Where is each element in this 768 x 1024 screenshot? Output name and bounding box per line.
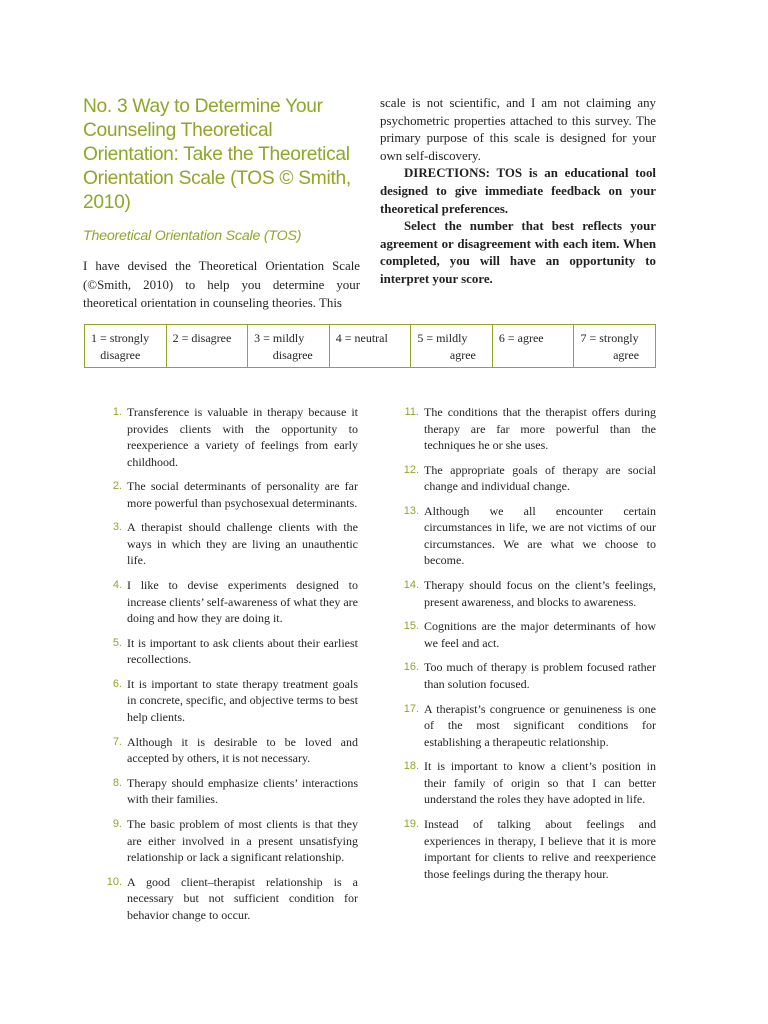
item-number: 9.: [112, 818, 122, 830]
item-number: 15.: [403, 620, 419, 633]
list-item: [390, 404, 656, 454]
scale-label: 7 = strongly: [580, 331, 639, 345]
list-item: [100, 775, 358, 808]
item-number: 1.: [112, 406, 122, 418]
item-text: It is important to ask clients about their earliest recollections.: [127, 635, 358, 667]
item-text: The basic problem of most clients is that they are either involved in a present unsatisfying relationship or lack a significant relationship.: [127, 817, 358, 864]
rating-scale-table: [84, 324, 656, 368]
list-item: [390, 618, 656, 651]
item-number: 16.: [403, 661, 419, 674]
item-number: 8.: [112, 776, 122, 789]
list-item: [390, 659, 656, 692]
left-header-column: [83, 95, 360, 326]
item-number: 6.: [112, 677, 122, 690]
scale-cell-6: [493, 325, 575, 367]
item-text: The conditions that the therapist offers during therapy are far more powerful than the techniques he or she uses.: [424, 405, 656, 452]
list-item: [390, 462, 656, 495]
item-text: It is important to state therapy treatment goals in concrete, specific, and objective terms to best help clients.: [127, 676, 358, 724]
item-number: 12.: [403, 463, 419, 476]
list-item: [390, 503, 656, 569]
item-number: 14.: [403, 579, 419, 592]
item-number: 11.: [404, 406, 419, 418]
item-text: The appropriate goals of therapy are social change and individual change.: [424, 462, 656, 494]
item-text: Transference is valuable in therapy because it provides clients with the opportunity to reexperience a variety of feelings from early childhood.: [127, 405, 358, 469]
list-item: [100, 519, 358, 569]
item-text: It is important to know a client’s position in their family of origin so that I can better understand the roles they have adopted in life.: [424, 759, 656, 807]
item-number: 3.: [112, 521, 122, 534]
item-text: Although we all encounter certain circumstances in life, we are not victims of our circumstances. We are what we choose to become.: [424, 503, 656, 568]
item-text: Instead of talking about feelings and experiences in therapy, I believe that it is more important for clients to relive and reexperience those feelings during the therapy hour.: [424, 817, 656, 881]
list-item: [100, 734, 358, 767]
item-text: A good client–therapist relationship is a necessary but not sufficient condition for behavior change to occur.: [127, 874, 358, 922]
list-item: [100, 676, 358, 726]
scale-label: 5 = mildly: [417, 331, 468, 345]
list-item: [390, 816, 656, 882]
scale-label: 6 = agree: [498, 331, 544, 345]
scale-cell-7: [574, 325, 656, 367]
scale-cell-3: [248, 325, 330, 367]
item-number: 4.: [112, 579, 122, 592]
list-item: [390, 701, 656, 751]
item-text: A therapist’s congruence or genuineness is one of the most significant conditions for establishing a therapeutic relationship.: [424, 701, 656, 749]
items-list-right: [390, 404, 656, 890]
item-number: 17.: [403, 702, 419, 715]
right-header-column: [380, 95, 656, 289]
scale-cell-5: [411, 325, 493, 367]
list-item: [100, 635, 358, 668]
list-item: [390, 577, 656, 610]
list-item: [390, 758, 656, 808]
list-item: [100, 478, 358, 511]
select-instructions: Select the number that best reflects your agreement or disagreement with each item. When completed, you will have an opportunity to interpret your score.: [380, 219, 656, 286]
directions-paragraph: DIRECTIONS: TOS is an educational tool designed to give immediate feedback on your theoretical preferences.: [380, 166, 656, 216]
section-subtitle: Theoretical Orientation Scale (TOS): [83, 228, 302, 244]
scale-label: disagree: [100, 348, 141, 362]
list-item: [100, 404, 358, 470]
scale-cell-2: [167, 325, 249, 367]
list-item: [100, 816, 358, 866]
items-list-left: [100, 404, 358, 931]
scale-label: 3 = mildly: [254, 331, 305, 345]
item-number: 5.: [112, 636, 122, 649]
scale-label: 4 = neutral: [335, 331, 388, 345]
item-number: 7.: [112, 735, 122, 748]
scale-label: 1 = strongly: [91, 331, 150, 345]
scale-label: agree: [449, 348, 476, 362]
item-text: Therapy should emphasize clients’ interactions with their families.: [127, 775, 358, 807]
item-number: 10.: [106, 875, 122, 888]
list-item: [100, 577, 358, 627]
item-text: A therapist should challenge clients with the ways in which they are living an unauthentic life.: [127, 520, 358, 568]
intro-paragraph-left: I have devised the Theoretical Orientation Scale (©Smith, 2010) to help you determine your theoretical orientation in counseling theories. This: [83, 259, 360, 311]
item-text: Cognitions are the major determinants of how we feel and act.: [424, 619, 656, 650]
scale-label: agree: [613, 348, 640, 362]
scale-cell-4: [330, 325, 412, 367]
page-title: No. 3 Way to Determine Your Counseling Theoretical Orientation: Take the Theoretical Orientation Scale (TOS © Smith, 2010): [83, 96, 351, 213]
scale-label: 2 = disagree: [172, 331, 232, 345]
item-number: 19.: [403, 818, 419, 830]
item-text: Therapy should focus on the client’s feelings, present awareness, and blocks to awareness.: [424, 578, 656, 609]
item-text: Although it is desirable to be loved and accepted by others, it is not necessary.: [127, 734, 358, 766]
item-text: The social determinants of personality are far more powerful than psychosexual determinants.: [127, 479, 358, 510]
item-text: Too much of therapy is problem focused rather than solution focused.: [424, 660, 656, 691]
item-number: 18.: [403, 760, 419, 773]
item-number: 2.: [112, 480, 122, 493]
item-text: I like to devise experiments designed to increase clients’ self-awareness of what they are doing and how they are doing it.: [127, 578, 358, 626]
intro-paragraph-right: scale is not scientific, and I am not claiming any psychometric properties attached to this survey. The primary purpose of this scale is designed for your own self-discovery.: [380, 96, 656, 163]
scale-label: disagree: [272, 348, 313, 362]
list-item: [100, 874, 358, 924]
scale-cell-1: [84, 325, 167, 367]
item-number: 13.: [403, 504, 419, 517]
